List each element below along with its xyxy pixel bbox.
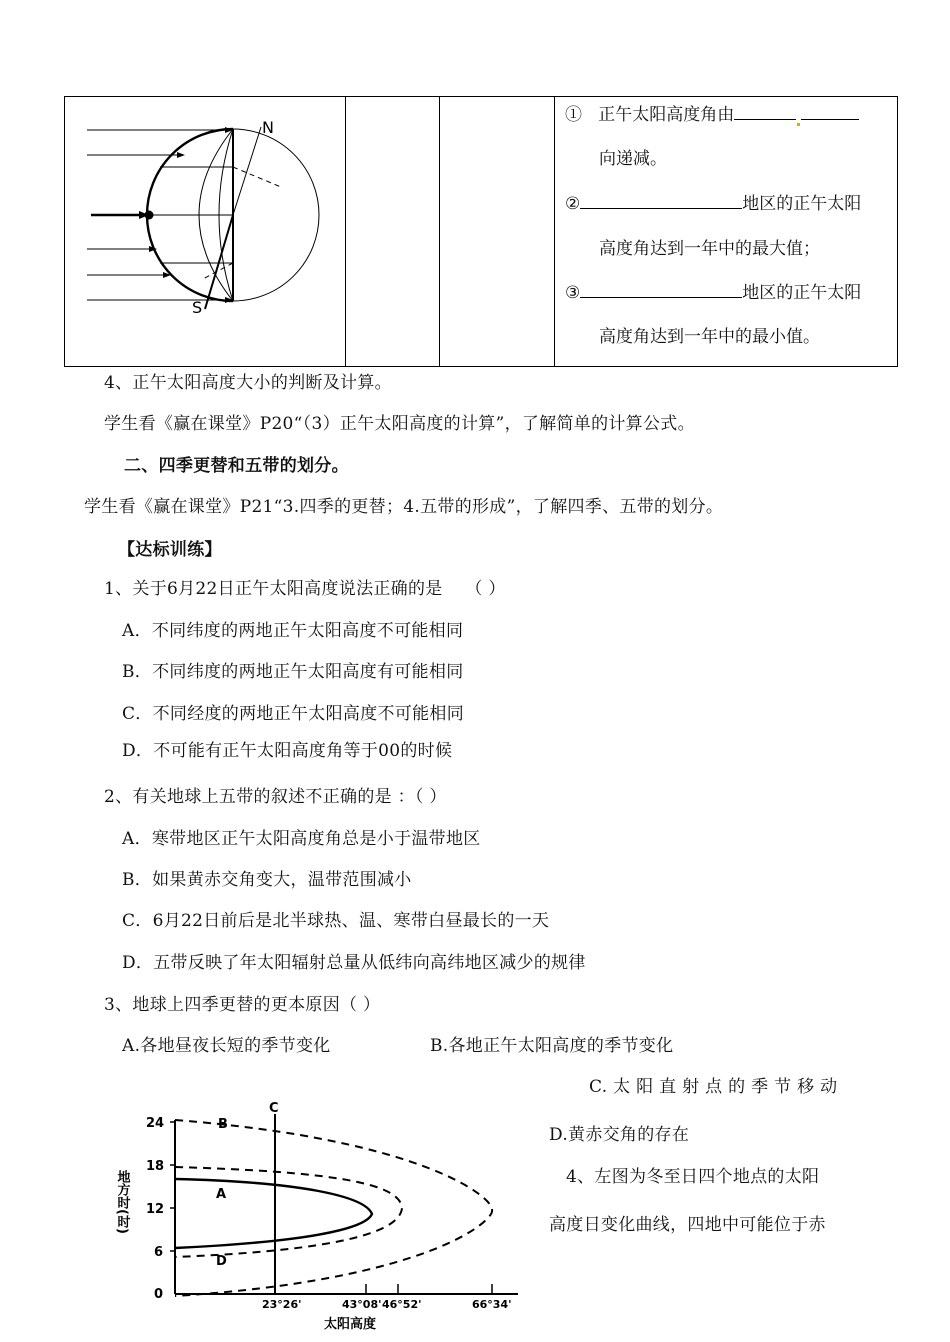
blank-1b[interactable] — [801, 103, 859, 120]
reading-2: 学生看《赢在课堂》P21“3.四季的更替；4.五带的形成”，了解四季、五带的划分。 — [84, 497, 724, 517]
blank-3[interactable] — [580, 281, 742, 298]
q1-answer-blank[interactable]: （ ） — [465, 579, 506, 599]
q4-stem-line-1: 4、左图为冬至日四个地点的太阳 — [566, 1167, 820, 1187]
q2-option-b: B．如果黄赤交角变大，温带范围减小 — [122, 870, 412, 890]
fill-in-cell — [555, 97, 898, 367]
x-tick-4652: 46°52' — [382, 1298, 422, 1311]
line-4: 4、正午太阳高度大小的判断及计算。 — [104, 373, 392, 393]
curve-label-d: D — [216, 1254, 227, 1269]
training-heading: 【达标训练】 — [118, 540, 222, 560]
q3-option-b: B.各地正午太阳高度的季节变化 — [430, 1036, 674, 1056]
q2-option-c: C．6月22日前后是北半球热、温、寒带白昼最长的一天 — [122, 911, 550, 931]
x-tick-4308: 43°08' — [342, 1298, 382, 1311]
item-1-text: 正午太阳高度角由 — [598, 105, 735, 125]
item-1-cont: 向递减。 — [599, 149, 667, 169]
q3-option-d: D.黄赤交角的存在 — [549, 1125, 690, 1145]
y-tick-6: 6 — [154, 1245, 164, 1260]
y-tick-18: 18 — [146, 1159, 165, 1174]
item-2-cont: 高度角达到一年中的最大值； — [599, 239, 820, 259]
q2-stem: 2、有关地球上五带的叙述不正确的是 ：（ ） — [104, 787, 447, 807]
north-label: N — [262, 118, 274, 137]
south-label: S — [192, 298, 203, 317]
solar-altitude-figure — [100, 1100, 530, 1340]
item-1-marker: ① — [565, 105, 582, 125]
q1-option-d: D．不可能有正午太阳高度角等于00的时候 — [122, 741, 453, 761]
curve-label-c: C — [269, 1101, 279, 1116]
y-axis-label: 地方时(时) — [114, 1170, 130, 1234]
q1-option-c: C．不同经度的两地正午太阳高度不可能相同 — [122, 704, 465, 724]
mark-dot — [797, 123, 800, 126]
q2-option-a: A．寒带地区正午太阳高度角总是小于温带地区 — [122, 829, 481, 849]
section-2-heading: 二、四季更替和五带的划分。 — [124, 456, 349, 476]
globe-cell — [65, 97, 346, 367]
q1-option-b: B．不同纬度的两地正午太阳高度有可能相同 — [122, 662, 464, 682]
reading-1: 学生看《赢在课堂》P20“（3）正午太阳高度的计算”，了解简单的计算公式。 — [104, 414, 695, 434]
item-2-marker: ② — [565, 194, 581, 214]
q3-option-c: C. 太 阳 直 射 点 的 季 节 移 动 — [589, 1077, 838, 1097]
empty-cell-1 — [346, 97, 440, 367]
q2-option-d: D．五带反映了年太阳辐射总量从低纬向高纬地区减少的规律 — [122, 953, 586, 973]
y-tick-0: 0 — [154, 1287, 164, 1302]
q1-stem-text: 1、关于6月22日正午太阳高度说法正确的是 — [104, 579, 443, 599]
curve-label-b: B — [218, 1117, 228, 1132]
blank-2[interactable] — [580, 192, 742, 209]
item-3-marker: ③ — [565, 283, 581, 303]
empty-cell-2 — [440, 97, 555, 367]
globe-diagram — [65, 97, 345, 327]
curve-label-a: A — [216, 1187, 227, 1202]
item-2 — [565, 192, 861, 215]
q1-option-a: A．不同纬度的两地正午太阳高度不可能相同 — [122, 621, 464, 641]
q3-option-a: A.各地昼夜长短的季节变化 — [122, 1036, 331, 1056]
item-3-cont: 高度角达到一年中的最小值。 — [599, 327, 820, 347]
y-tick-12: 12 — [146, 1202, 165, 1217]
item-2-text: 地区的正午太阳 — [742, 194, 862, 214]
q4-stem-line-2: 高度日变化曲线，四地中可能位于赤 — [549, 1215, 826, 1235]
x-tick-2326: 23°26' — [262, 1298, 302, 1311]
q3-stem: 3、地球上四季更替的更本原因（ ） — [104, 995, 381, 1015]
blank-1a[interactable] — [734, 103, 796, 120]
x-axis-label: 太阳高度 — [324, 1317, 377, 1332]
y-tick-24: 24 — [146, 1116, 165, 1131]
item-3-text: 地区的正午太阳 — [742, 283, 862, 303]
item-1 — [565, 103, 859, 126]
item-3 — [565, 281, 861, 304]
q1-stem — [104, 578, 506, 600]
x-tick-6634: 66°34' — [472, 1298, 512, 1311]
info-table — [64, 96, 898, 367]
